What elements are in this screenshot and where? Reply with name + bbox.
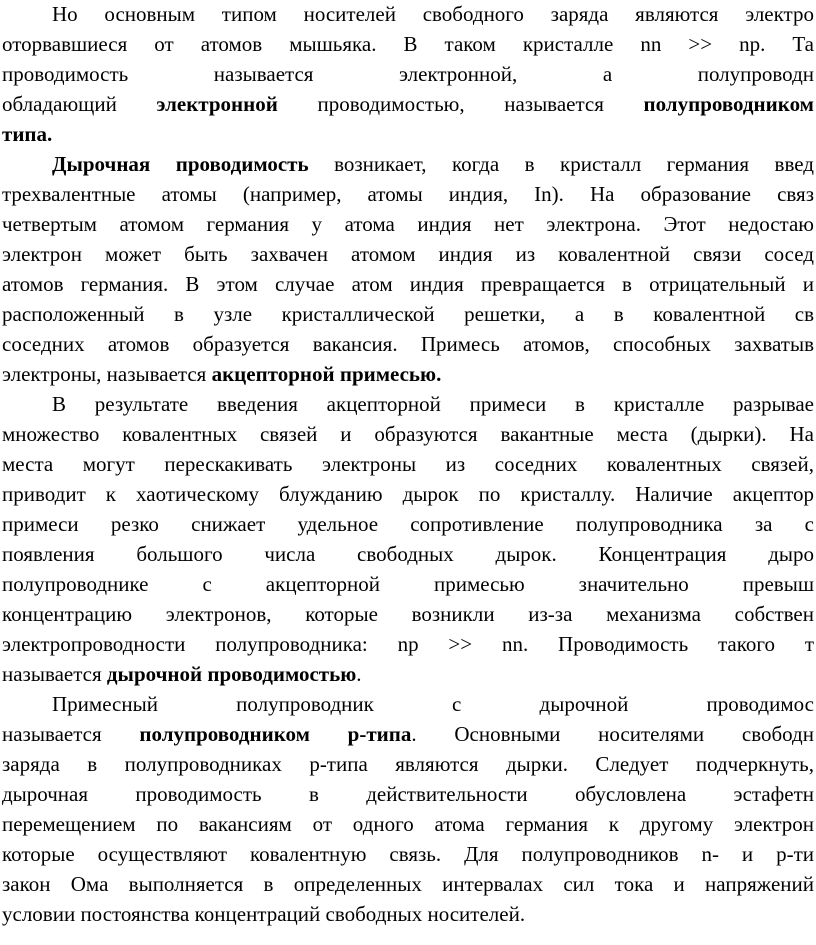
- paragraph-1-line-4: [2, 90, 814, 119]
- paragraph-4-line-4: дырочная проводимость в действительности обусловлена эстафетн: [2, 782, 814, 806]
- paragraph-4-line-7: закон Ома выполняется в определенных интервалах сил тока и напряжений: [2, 872, 814, 896]
- paragraph-3-line-6: появления большого числа свободных дырок. Концентрация дыро: [2, 542, 814, 566]
- bold-term: дырочной проводимостью: [106, 662, 357, 686]
- bold-term: типа.: [2, 122, 53, 146]
- paragraph-4-line-2: [2, 720, 814, 749]
- paragraph-4-line-5: перемещением по вакансиям от одного атома германия к другому электрон: [2, 812, 814, 836]
- paragraph-1-line-3: проводимость называется электронной, а полупроводн: [2, 62, 814, 86]
- paragraph-3-line-8: концентрацию электронов, которые возникли из-за механизма собствен: [2, 602, 814, 626]
- bold-term: полупроводником: [643, 92, 814, 116]
- paragraph-3-line-1: В результате введения акцепторной примеси в кристалле разрывае: [52, 392, 814, 416]
- paragraph-2-line-2: трехвалентные атомы (например, атомы индия, In). На образование связ: [2, 182, 814, 206]
- paragraph-4-line-3: заряда в полупроводниках р-типа являются дырки. Следует подчеркнуть,: [2, 752, 814, 776]
- paragraph-2-line-6: расположенный в узле кристаллической решетки, а в ковалентной св: [2, 302, 814, 326]
- text-run: называется: [2, 662, 107, 686]
- text-run: проводимостью, называется: [277, 92, 644, 116]
- text-run: возникает, когда в кристалл германия введ: [308, 152, 814, 176]
- bold-term: Дырочная проводимость: [52, 152, 309, 176]
- text-run: обладающий: [2, 92, 157, 116]
- paragraph-2-line-3: четвертым атомом германия у атома индия нет электрона. Этот недостаю: [2, 212, 814, 236]
- paragraph-1-line-5: [2, 120, 52, 149]
- paragraph-2-line-7: соседних атомов образуется вакансия. Примесь атомов, способных захватыв: [2, 332, 814, 356]
- bold-term: акцепторной примесью.: [211, 362, 442, 386]
- text-run: .: [356, 662, 362, 686]
- paragraph-2-line-4: электрон может быть захвачен атомом индия из ковалентной связи сосед: [2, 242, 814, 266]
- paragraph-3-line-4: приводит к хаотическому блужданию дырок по кристаллу. Наличие акцептор: [2, 482, 814, 506]
- paragraph-3-line-7: полупроводнике с акцепторной примесью значительно превыш: [2, 572, 814, 596]
- paragraph-3-line-5: примеси резко снижает удельное сопротивление полупроводника за с: [2, 512, 814, 536]
- paragraph-3-line-2: множество ковалентных связей и образуются вакантные места (дырки). На: [2, 422, 814, 446]
- paragraph-4-line-1: Примесный полупроводник с дырочной проводимос: [52, 692, 814, 716]
- paragraph-3-line-10: [2, 660, 362, 689]
- paragraph-2-line-1: [52, 150, 814, 179]
- paragraph-3-line-3: места могут перескакивать электроны из соседних ковалентных связей,: [2, 452, 814, 476]
- paragraph-4-line-8: условии постоянства концентраций свободных носителей.: [2, 902, 526, 926]
- text-run: . Основными носителями свободн: [411, 722, 814, 746]
- paragraph-1-line-2: оторвавшиеся от атомов мышьяка. В таком кристалле nn >> np. Та: [2, 32, 814, 56]
- paragraph-1-line-1: Но основным типом носителей свободного заряда являются электро: [52, 2, 814, 26]
- paragraph-2-line-8: [2, 360, 441, 389]
- bold-term: электронной: [156, 92, 278, 116]
- text-run: называется: [2, 722, 140, 746]
- bold-term: полупроводником р-типа: [139, 722, 412, 746]
- paragraph-4-line-6: которые осуществляют ковалентную связь. Для полупроводников n- и р-ти: [2, 842, 814, 866]
- paragraph-3-line-9: электропроводности полупроводника: np >> nn. Проводимость такого т: [2, 632, 814, 656]
- paragraph-2-line-5: атомов германия. В этом случае атом индия превращается в отрицательный и: [2, 272, 814, 296]
- text-run: электроны, называется: [2, 362, 212, 386]
